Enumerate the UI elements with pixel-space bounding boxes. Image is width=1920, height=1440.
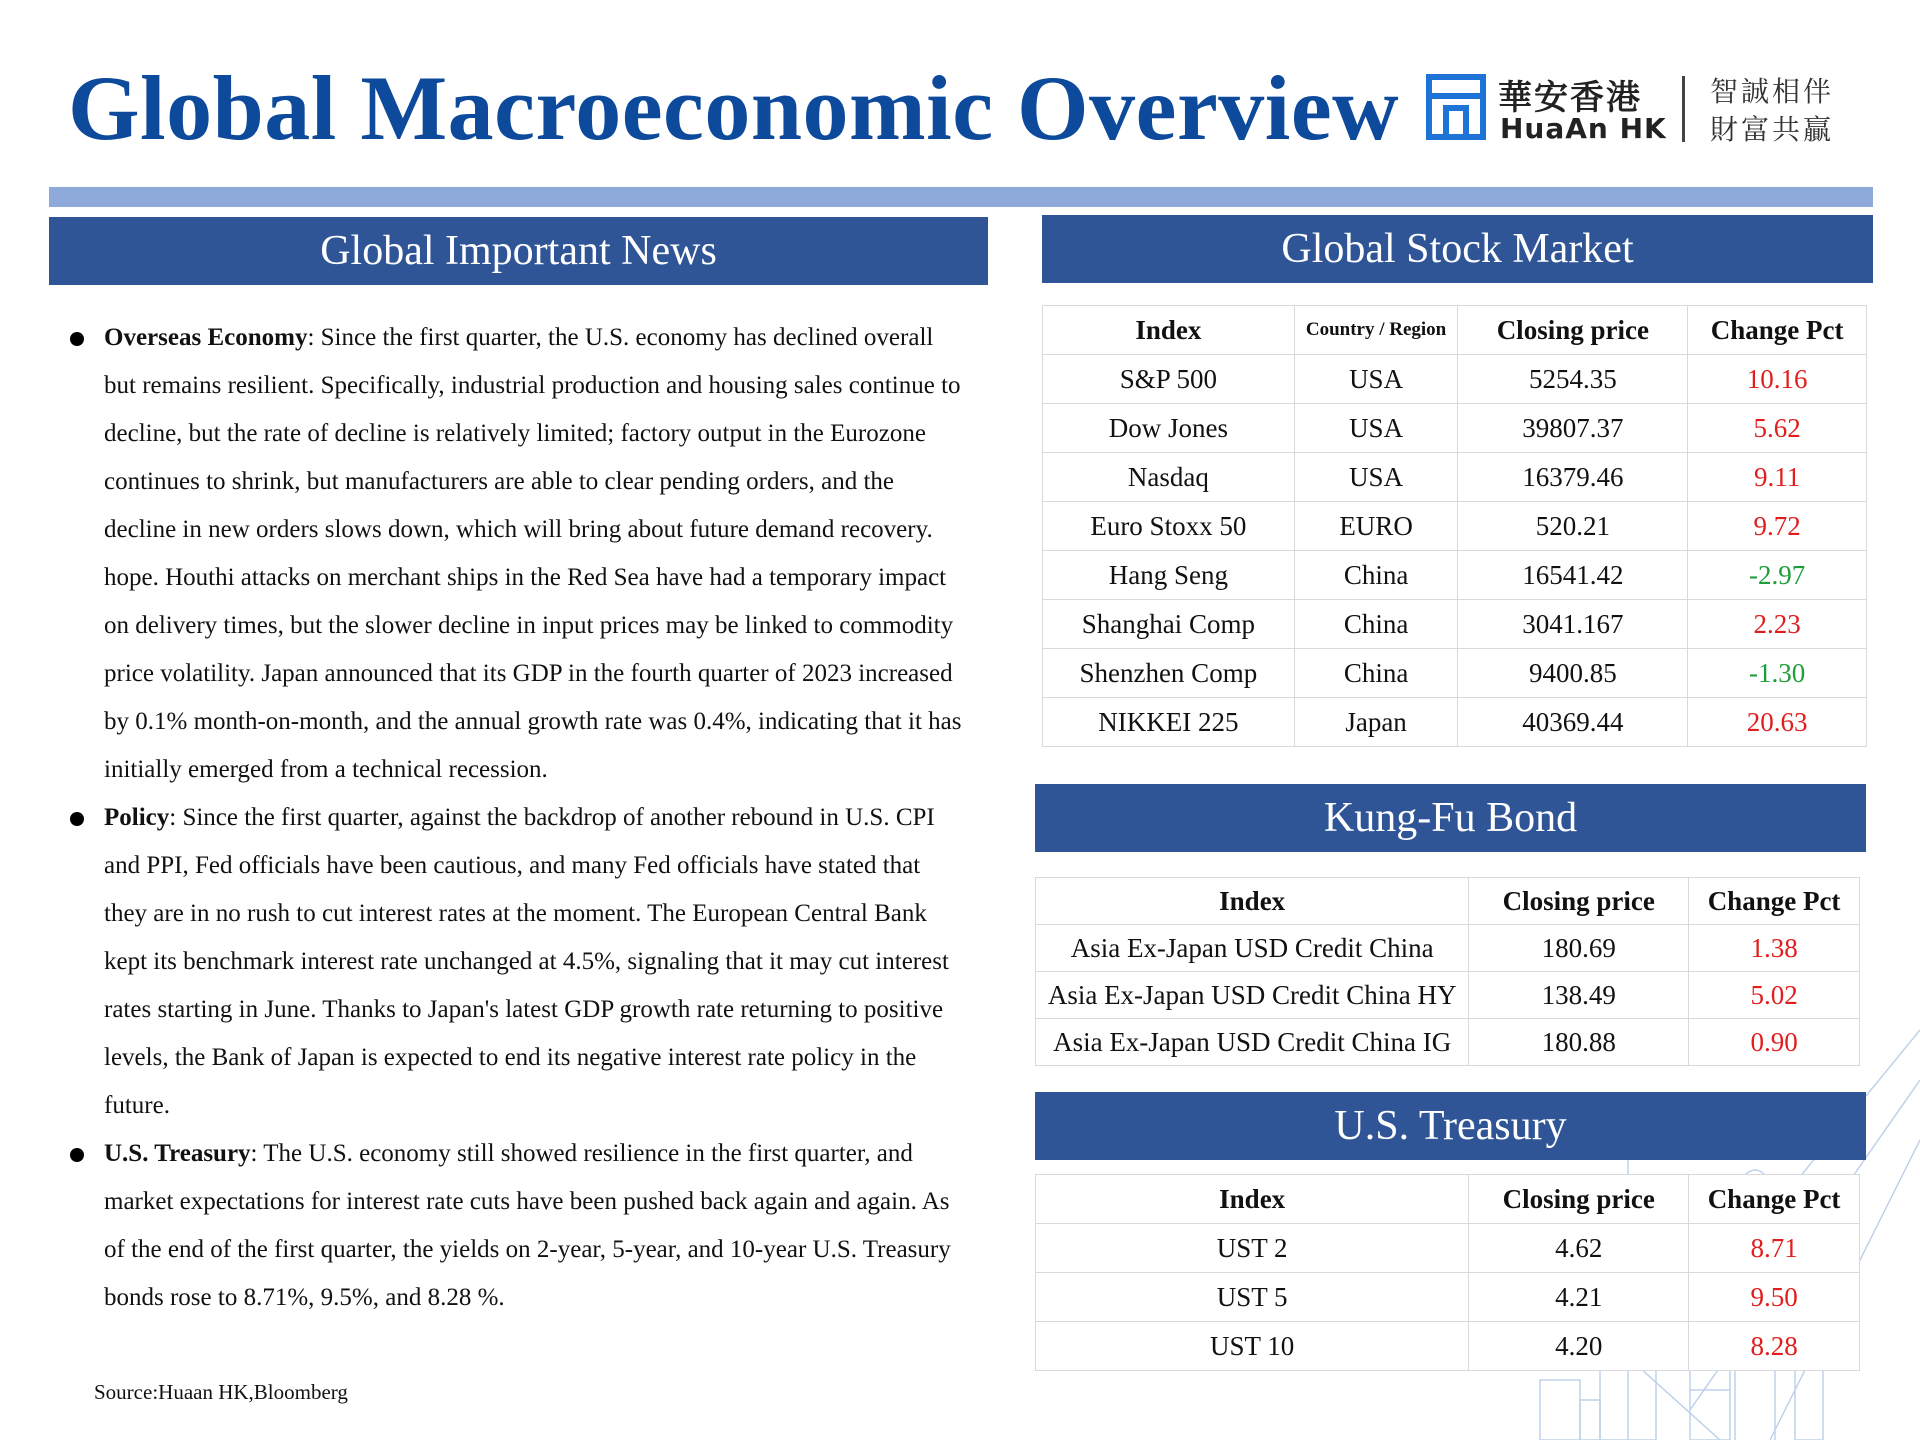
table-row xyxy=(1043,698,1867,747)
kungfu-bond-section-header: Kung-Fu Bond xyxy=(1035,784,1866,852)
table-header-row xyxy=(1043,306,1867,355)
change-pct: 5.62 xyxy=(1688,404,1867,453)
title-divider xyxy=(49,187,1873,207)
region: USA xyxy=(1294,453,1458,502)
news-item-us-treasury xyxy=(68,1130,968,1322)
change-pct: 20.63 xyxy=(1688,698,1867,747)
stock-market-table xyxy=(1042,305,1867,747)
table-row xyxy=(1043,551,1867,600)
region: China xyxy=(1294,551,1458,600)
news-heading: Policy xyxy=(104,804,170,831)
news-text: : Since the first quarter, against the backdrop of another rebound in U.S. CPI and PPI, Fed officials have been cautious, and many Fed officials have stated that they are in no rush to cut interest rates at the moment. The European Central Bank kept its benchmark interest rate unchanged at 4.5%, signaling that it may cut interest rates starting in June. Thanks to Japan's latest GDP growth rate returning to positive levels, the Bank of Japan is expected to end its negative interest rate policy in the future. xyxy=(104,804,949,1119)
table-row xyxy=(1036,1019,1860,1066)
news-section-header: Global Important News xyxy=(49,217,988,285)
column-header: Closing price xyxy=(1469,1175,1689,1224)
column-header: Closing price xyxy=(1458,306,1688,355)
change-pct: 9.50 xyxy=(1689,1273,1860,1322)
bullet-icon xyxy=(70,812,84,826)
index-name: Hang Seng xyxy=(1043,551,1295,600)
change-pct: 0.90 xyxy=(1689,1019,1860,1066)
closing-price: 4.62 xyxy=(1469,1224,1689,1273)
region: EURO xyxy=(1294,502,1458,551)
company-logo xyxy=(1426,70,1846,150)
closing-price: 138.49 xyxy=(1469,972,1689,1019)
us-treasury-section-header: U.S. Treasury xyxy=(1035,1092,1866,1160)
index-name: UST 10 xyxy=(1036,1322,1469,1371)
table-header-row xyxy=(1036,1175,1860,1224)
index-name: Shanghai Comp xyxy=(1043,600,1295,649)
news-heading: Overseas Economy xyxy=(104,324,308,351)
table-row xyxy=(1043,600,1867,649)
closing-price: 16541.42 xyxy=(1458,551,1688,600)
index-name: Dow Jones xyxy=(1043,404,1295,453)
region: USA xyxy=(1294,355,1458,404)
table-row xyxy=(1036,1224,1860,1273)
stock-market-section-header: Global Stock Market xyxy=(1042,215,1873,283)
region: China xyxy=(1294,600,1458,649)
logo-chinese-name: 華安香港 xyxy=(1498,78,1642,118)
column-header: Change Pct xyxy=(1688,306,1867,355)
closing-price: 5254.35 xyxy=(1458,355,1688,404)
table-row xyxy=(1043,355,1867,404)
logo-slogan-line2: 財富共贏 xyxy=(1710,113,1835,146)
table-row xyxy=(1036,972,1860,1019)
logo-separator xyxy=(1682,76,1685,142)
us-treasury-table xyxy=(1035,1174,1860,1371)
source-note: Source:Huaan HK,Bloomberg xyxy=(94,1380,348,1404)
closing-price: 9400.85 xyxy=(1458,649,1688,698)
news-item-overseas-economy xyxy=(68,314,968,794)
table-row xyxy=(1043,649,1867,698)
table-row xyxy=(1043,404,1867,453)
change-pct: 8.28 xyxy=(1689,1322,1860,1371)
news-heading: U.S. Treasury xyxy=(104,1140,251,1167)
change-pct: -1.30 xyxy=(1688,649,1867,698)
region: China xyxy=(1294,649,1458,698)
change-pct: 8.71 xyxy=(1689,1224,1860,1273)
closing-price: 180.69 xyxy=(1469,925,1689,972)
change-pct: 9.72 xyxy=(1688,502,1867,551)
index-name: Asia Ex-Japan USD Credit China xyxy=(1036,925,1469,972)
change-pct: -2.97 xyxy=(1688,551,1867,600)
table-row xyxy=(1036,1273,1860,1322)
index-name: Asia Ex-Japan USD Credit China IG xyxy=(1036,1019,1469,1066)
column-header: Country / Region xyxy=(1294,306,1458,355)
column-header: Change Pct xyxy=(1689,878,1860,925)
table-row xyxy=(1036,1322,1860,1371)
index-name: UST 2 xyxy=(1036,1224,1469,1273)
change-pct: 9.11 xyxy=(1688,453,1867,502)
change-pct: 5.02 xyxy=(1689,972,1860,1019)
logo-slogan-line1: 智誠相伴 xyxy=(1710,75,1835,108)
region: Japan xyxy=(1294,698,1458,747)
news-list xyxy=(68,314,968,1322)
closing-price: 3041.167 xyxy=(1458,600,1688,649)
change-pct: 2.23 xyxy=(1688,600,1867,649)
index-name: UST 5 xyxy=(1036,1273,1469,1322)
closing-price: 180.88 xyxy=(1469,1019,1689,1066)
news-text: : Since the first quarter, the U.S. economy has declined overall but remains resilient. Specifically, industrial production and housing sales continue to decline, but the rate of decline is relatively limited; factory output in the Eurozone continues to shrink, but manufacturers are able to clear pending orders, and the decline in new orders slows down, which will bring about future demand recovery. hope. Houthi attacks on merchant ships in the Red Sea have had a temporary impact on delivery times, but the slower decline in input prices may be linked to commodity price volatility. Japan announced that its GDP in the fourth quarter of 2023 increased by 0.1% month-on-month, and the annual growth rate was 0.4%, indicating that it has initially emerged from a technical recession. xyxy=(104,324,962,783)
table-header-row xyxy=(1036,878,1860,925)
table-row xyxy=(1036,925,1860,972)
closing-price: 520.21 xyxy=(1458,502,1688,551)
table-row xyxy=(1043,502,1867,551)
news-item-policy xyxy=(68,794,968,1130)
closing-price: 4.20 xyxy=(1469,1322,1689,1371)
column-header: Change Pct xyxy=(1689,1175,1860,1224)
bullet-icon xyxy=(70,332,84,346)
closing-price: 40369.44 xyxy=(1458,698,1688,747)
news-text: : The U.S. economy still showed resilience in the first quarter, and market expectations for interest rate cuts have been pushed back again and again. As of the end of the first quarter, the yields on 2-year, 5-year, and 10-year U.S. Treasury bonds rose to 8.71%, 9.5%, and 8.28 %. xyxy=(104,1140,951,1311)
index-name: Asia Ex-Japan USD Credit China HY xyxy=(1036,972,1469,1019)
column-header: Index xyxy=(1043,306,1295,355)
closing-price: 4.21 xyxy=(1469,1273,1689,1322)
logo-english-name: HuaAn HK xyxy=(1500,112,1667,145)
index-name: Euro Stoxx 50 xyxy=(1043,502,1295,551)
index-name: S&P 500 xyxy=(1043,355,1295,404)
huaan-logo-icon xyxy=(1426,74,1486,140)
page-title: Global Macroeconomic Overview xyxy=(68,57,1400,159)
closing-price: 16379.46 xyxy=(1458,453,1688,502)
column-header: Index xyxy=(1036,878,1469,925)
column-header: Index xyxy=(1036,1175,1469,1224)
change-pct: 10.16 xyxy=(1688,355,1867,404)
change-pct: 1.38 xyxy=(1689,925,1860,972)
region: USA xyxy=(1294,404,1458,453)
table-row xyxy=(1043,453,1867,502)
closing-price: 39807.37 xyxy=(1458,404,1688,453)
kungfu-bond-table xyxy=(1035,877,1860,1066)
index-name: Nasdaq xyxy=(1043,453,1295,502)
index-name: NIKKEI 225 xyxy=(1043,698,1295,747)
index-name: Shenzhen Comp xyxy=(1043,649,1295,698)
column-header: Closing price xyxy=(1469,878,1689,925)
bullet-icon xyxy=(70,1148,84,1162)
